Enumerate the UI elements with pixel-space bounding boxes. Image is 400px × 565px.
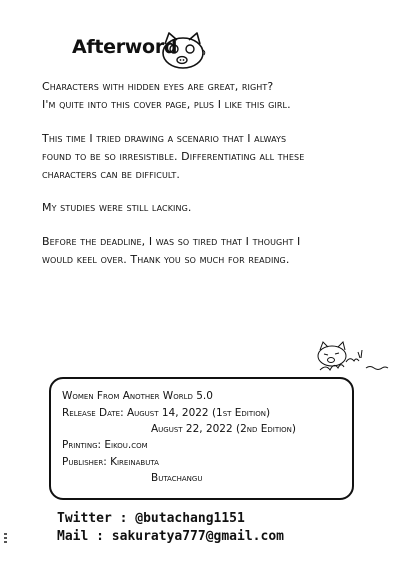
paragraph-line: I'm quite into this cover page, plus I like this girl. [42, 98, 291, 111]
paragraph-1 [42, 78, 372, 114]
paragraph-line: Before the deadline, I was so tired that I thought I [42, 235, 301, 248]
afterword-title: Afterword [72, 36, 178, 58]
release-date: Release Date: August 14, 2022 (1st Edition) [62, 407, 271, 419]
twitter-contact: Twitter : @butachang1151 [57, 511, 245, 526]
book-title: Women From Another World 5.0 [62, 390, 213, 402]
publisher-second: Butachangu [151, 472, 203, 484]
page-edge-mark [4, 533, 7, 545]
paragraph-3 [42, 199, 372, 217]
paragraph-line: Characters with hidden eyes are great, right? [42, 80, 274, 93]
pig-face-icon [157, 30, 211, 72]
pig-sketch-icon [314, 340, 390, 376]
mail-contact: Mail : sakuratya777@gmail.com [57, 529, 284, 544]
paragraph-2 [42, 130, 372, 184]
paragraph-line: My studies were still lacking. [42, 201, 192, 214]
paragraph-line: characters can be difficult. [42, 168, 180, 181]
paragraph-line: This time I tried drawing a scenario that I always [42, 132, 287, 145]
release-date-second: August 22, 2022 (2nd Edition) [151, 423, 297, 435]
publisher: Publisher: Kireinabuta [62, 456, 159, 468]
paragraph-4 [42, 233, 372, 269]
paragraph-line: would keel over. Thank you so much for reading. [42, 253, 290, 266]
printing: Printing: Eikou.com [62, 439, 148, 451]
paragraph-line: found to be so irresistible. Differentiating all these [42, 150, 305, 163]
